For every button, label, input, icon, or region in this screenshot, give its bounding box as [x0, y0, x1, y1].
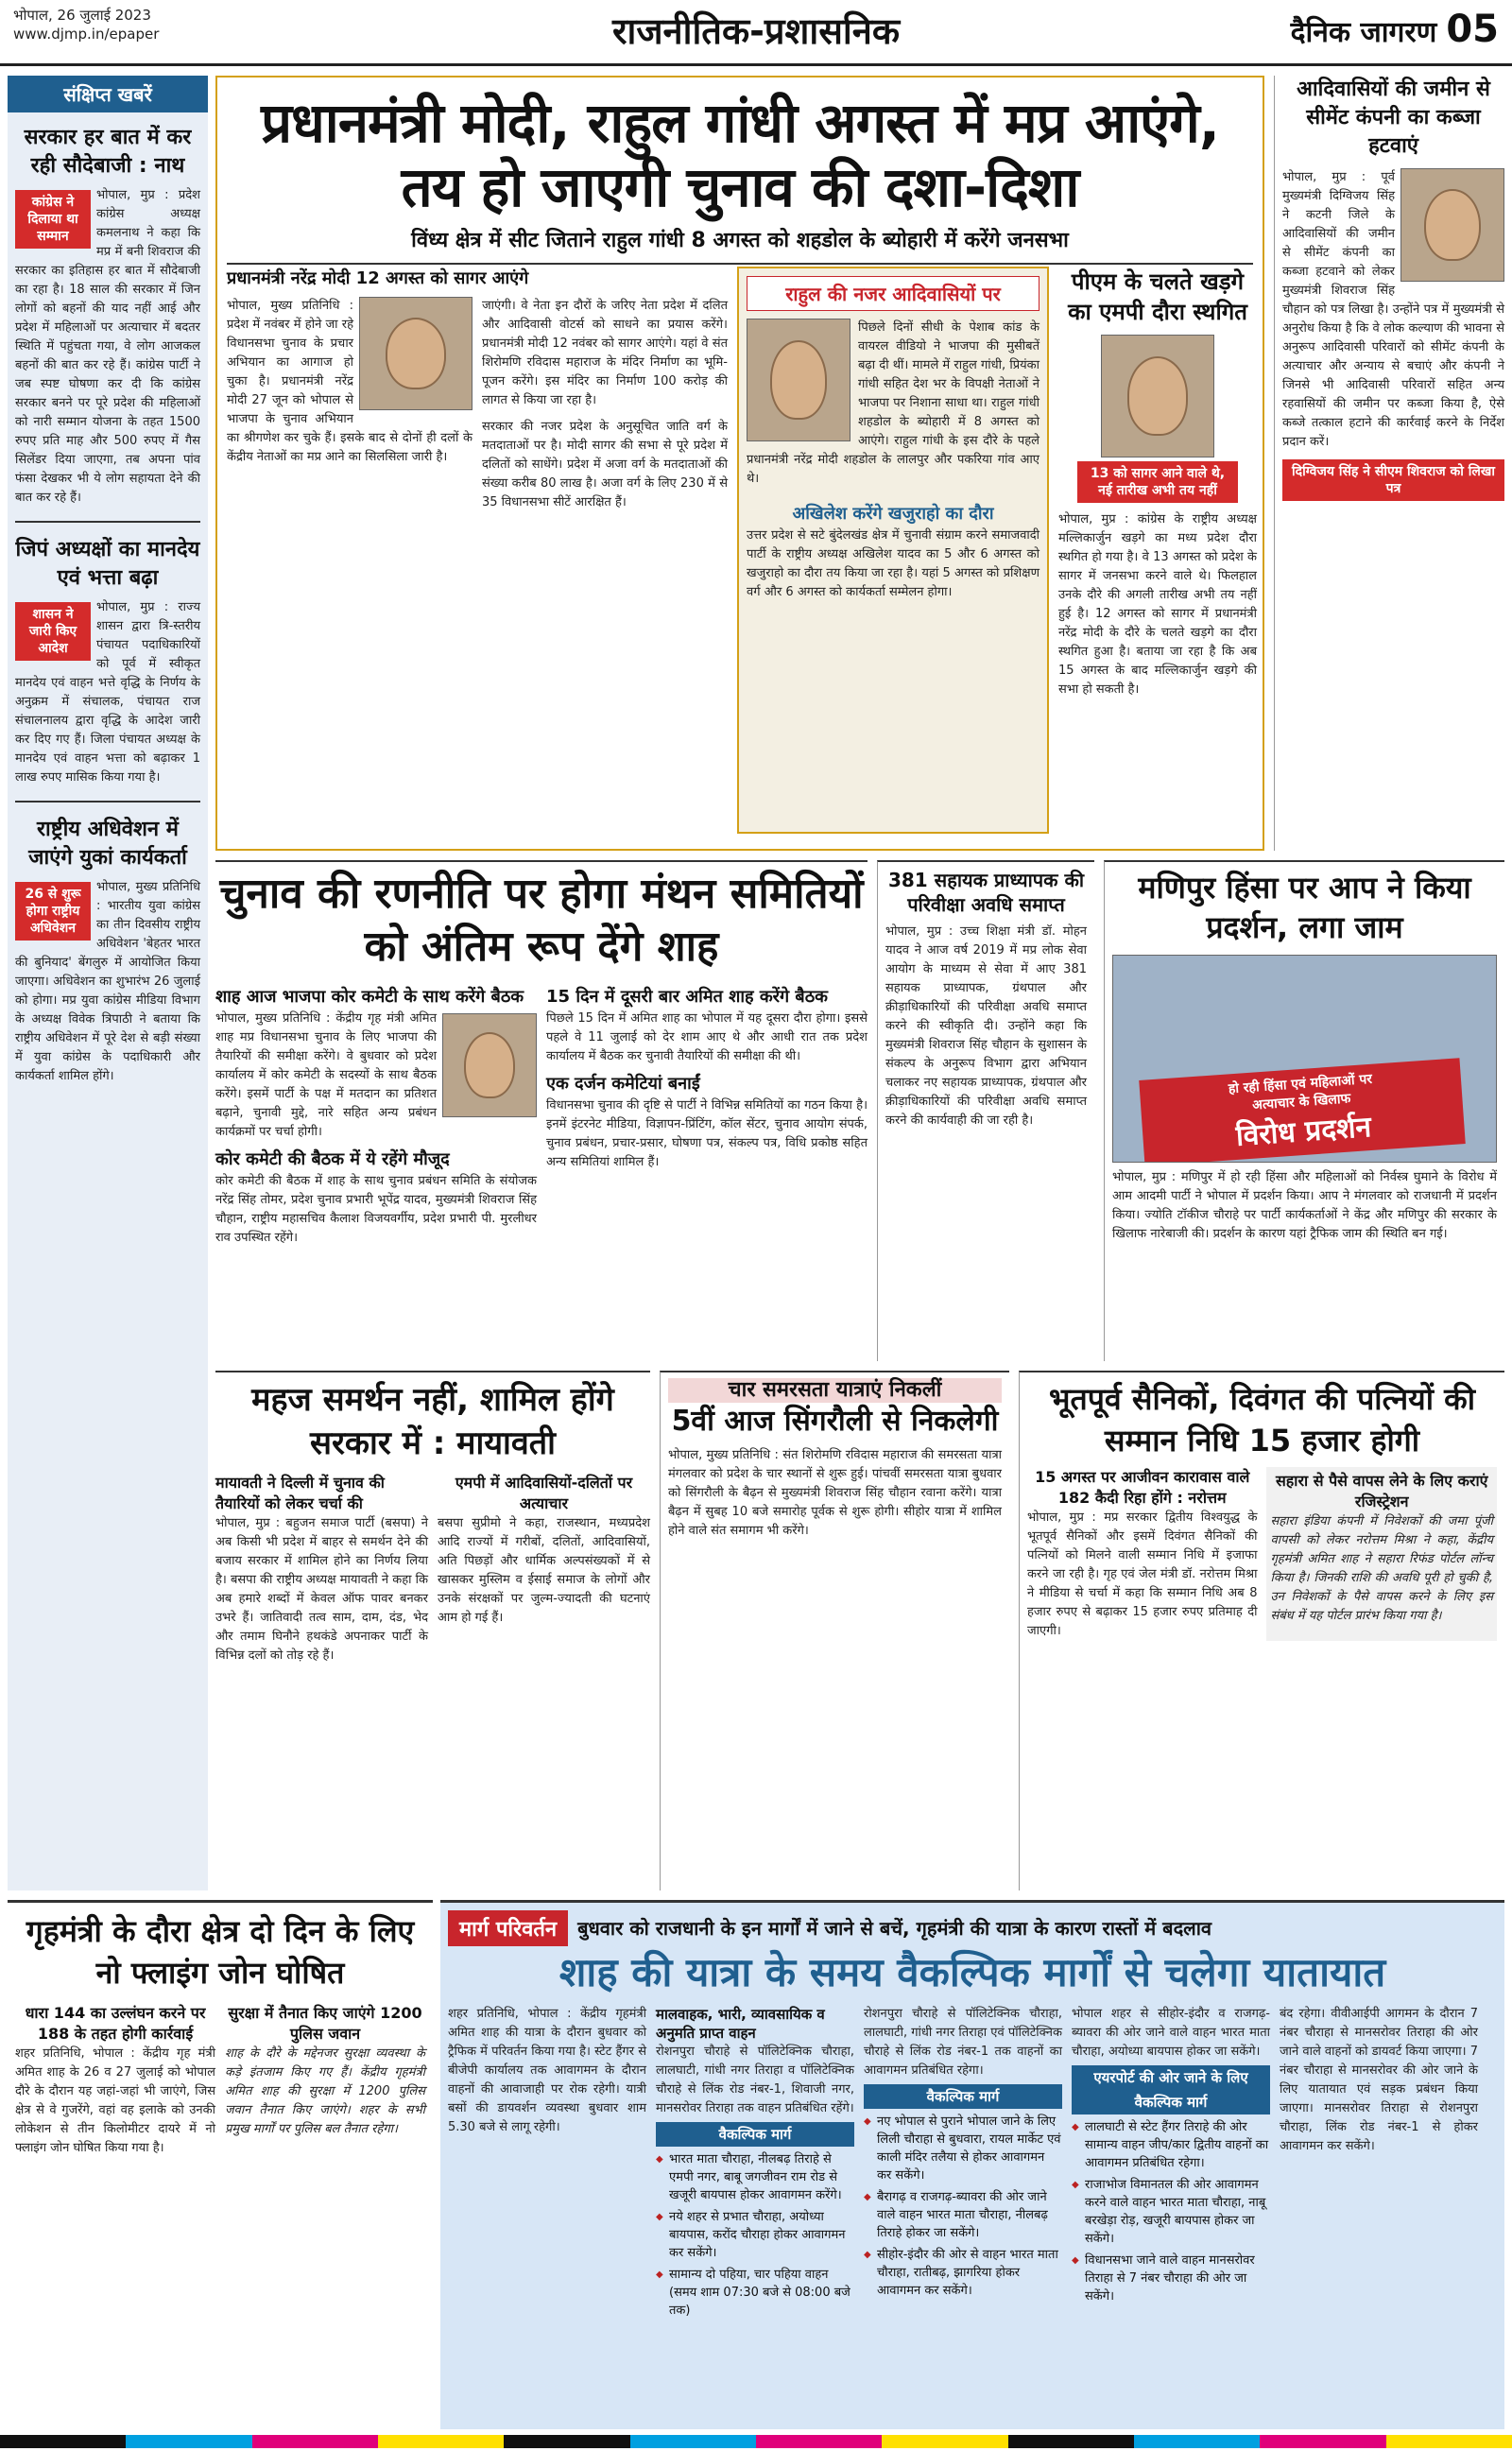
masthead: [1291, 8, 1499, 51]
traffic-story: [440, 1900, 1504, 2429]
kharge-photo: [1101, 335, 1214, 457]
list-item: ◆ विधानसभा जाने वाले वाहन मानसरोवर तिराहा से 7 नंबर चौराहा की ओर जा सकेंगे।: [1072, 2252, 1270, 2305]
brief1-title: सरकार हर बात में कर रही सौदेबाजी : नाथ: [24, 126, 192, 178]
list-item: ◆ बैरागढ़ व राजगढ़-ब्यावरा की ओर जाने वाले वाहन भारत माता चौराहा, नीलबढ़ तिराहे होकर जा सकेंगे।: [864, 2188, 1062, 2242]
list-item: ◆ राजाभोज विमानतल की ओर आवागमन करने वाले वाहन भारत माता चौराहा, नाबू बरखेड़ा रोड़, खजूरी बायपास होकर जा सकेंगे।: [1072, 2176, 1270, 2248]
lead-sub1: प्रधानमंत्री नरेंद्र मोदी 12 अगस्त को सागर आएंगे: [227, 268, 529, 288]
header-date: भोपाल, 26 जुलाई 2023: [13, 7, 151, 24]
list-item: ◆ नए भोपाल से पुराने भोपाल जाने के लिए लिली चौराहा से बुधवारा, रायल मार्केट एवं काली मंदिर तलैया से होकर आवागमन कर सकेंगे।: [864, 2113, 1062, 2184]
protest-photo: [1112, 955, 1497, 1163]
brief3-title: राष्ट्रीय अधिवेशन में जाएंगे युकां कार्यकर्ता: [28, 818, 187, 870]
shah-headline: चुनाव की रणनीति पर होगा मंथन समितियों को अंतिम रूप देंगे शाह: [219, 870, 864, 971]
tribal-headline: आदिवासियों की जमीन से सीमेंट कंपनी का कब्जा हटवाएं: [1297, 78, 1490, 158]
shah-sub2: 15 दिन में दूसरी बार अमित शाह करेंगे बैठक: [546, 987, 828, 1007]
digvijay-photo: [1400, 168, 1504, 282]
traffic-col5-body: बंद रहेगा। वीवीआईपी आगमन के दौरान 7 नंबर चौराहा से मानसरोवर तिराहा की ओर जाने वाले वाहनों को डायवर्ट किया जाएगा। 7 नंबर चौराहा से मानसरोवर की ओर जाने के लिए यातायात एवं सड़क प्रबंधन किया जाएगा। मानसरोवर तिराहा से रोशनपुरा चौराहा, लिंक रोड नंबर-1 से होकर आवागमन कर सकेंगे।: [1280, 2007, 1478, 2153]
left-column: [8, 76, 208, 1890]
noflyzone-sub1: धारा 144 का उल्लंघन करने पर 188 के तहत होगी कार्रवाई: [25, 2004, 206, 2043]
section-title: राजनीतिक-प्रशासनिक: [611, 10, 901, 52]
page-number: 05: [1446, 8, 1499, 51]
kharge-headline: पीएम के चलते खड़गे का एमपी दौरा स्थगित: [1068, 268, 1247, 325]
divider: [15, 801, 200, 803]
rahul-photo: [747, 319, 850, 441]
traffic-headline: शाह की यात्रा के समय वैकल्पिक मार्गों से चलेगा यातायात: [558, 1949, 1386, 1995]
traffic-col2-list: [656, 2150, 854, 2320]
traffic-body: शहर प्रतिनिधि, भोपाल : केंद्रीय गृहमंत्री अमित शाह की यात्रा के दौरान बुधवार को ट्रैफिक में परिवर्तन किया गया है। स्टेट हैंगर से बीजेपी कार्यालय तक आवागमन के दौरान वाहनों की आवाजाही पर रोक रहेगी। यात्री बसों की डायवर्शन व्यवस्था बुधवार शाम 5.30 बजे से लागू रहेगी।: [448, 2007, 646, 2134]
brief2-title: जिपं अध्यक्षों का मानदेय एवं भत्ता बढ़ा: [15, 538, 200, 590]
traffic-col4-list: [1072, 2118, 1270, 2305]
traffic-col2-title: मालवाहक, भारी, व्यावसायिक व अनुमति प्राप्त वाहन: [656, 2006, 825, 2042]
banner-line3: विरोध प्रदर्शन: [1234, 1110, 1373, 1153]
paper-name: दैनिक जागरण: [1290, 16, 1437, 49]
traffic-col2-sub: वैकल्पिक मार्ग: [656, 2122, 854, 2147]
header-date-block: [13, 6, 159, 43]
divider: [227, 263, 1253, 265]
noflyzone-body1: शहर प्रतिनिधि, भोपाल : केंद्रीय गृह मंत्री अमित शाह के 26 व 27 जुलाई को भोपाल दौरे के दौरान यह जहां-जहां भी जाएंगे, जिस क्षेत्र से वे गुजरेंगे, वहां वह इलाके को उनकी लोकेशन से तीन किलोमीटर दायरे में नो फ्लाइंग जोन घोषित किया गया है।: [15, 2046, 215, 2155]
traffic-col2-body: रोशनपुरा चौराहे से पॉलिटेक्निक चौराहा, लालघाटी, गांधी नगर तिराहा व पॉलिटेक्निक चौराहे से लिंक रोड नंबर-1, शिवाजी नगर, मानसरोवर तिराहा तक वाहन प्रतिबंधित रहेंगे।: [656, 2045, 854, 2115]
list-item: ◆ नये शहर से प्रभात चौराहा, अयोध्या बायपास, करोंद चौराहा होकर आवागमन कर सकेंगे।: [656, 2208, 854, 2262]
khajuraho-body: उत्तर प्रदेश से सटे बुंदेलखंड क्षेत्र में चुनावी संग्राम करने समाजवादी पार्टी के राष्ट्रीय अध्यक्ष अखिलेश यादव का 5 और 6 अगस्त को खजुराहो का दौरा तय किया जा रहा है। यहां 5 अगस्त को प्रशिक्षण वर्ग और 6 अगस्त को कार्यकर्ता सम्मेलन होगा।: [747, 528, 1040, 599]
lead-body2: जाएंगी। वे नेता इन दौरों के जरिए नेता प्रदेश में दलित और आदिवासी वोटर्स को साधने का प्रयास करेंगे। प्रधानमंत्री मोदी 12 नवंबर को सागर आएंगे। यहां वे संत शिरोमणि रविदास महाराज के मंदिर निर्माण का भूमि-पूजन करेंगे। इस मंदिर का निर्माण 100 करोड़ की लागत से किया जा रहा है।: [482, 299, 728, 407]
shah-sub4: एक दर्जन कमेटियां बनाईं: [546, 1074, 700, 1094]
mayawati-headline: महज समर्थन नहीं, शामिल होंगे सरकार में : मायावती: [251, 1381, 614, 1462]
brief2-body: भोपाल, मुप्र : राज्य शासन द्वारा त्रि-स्तरीय पंचायत पदाधिकारियों को पूर्व में स्वीकृत मानदेय एवं वाहन भत्ते वृद्धि के निर्णय के अनुक्रम में संचालक, पंचायत राज संचालनालय द्वारा वृद्धि के आदेश जारी कर दिए गए हैं। जिला पंचायत अध्यक्ष के मानदेय एवं वाहन भत्ता को बढ़ाकर 1 लाख रुपए मासिक किया गया है।: [15, 600, 200, 785]
noflyzone-story: [8, 1900, 433, 2429]
header-url[interactable]: www.djmp.in/epaper: [13, 26, 160, 43]
brief3-badge: 26 से शुरू होगा राष्ट्रीय अधिवेशन: [15, 882, 91, 941]
digvijay-caption: दिग्विजय सिंह ने सीएम शिवराज को लिखा पत्र: [1282, 459, 1504, 501]
samrasta-body: भोपाल, मुख्य प्रतिनिधि : संत शिरोमणि रविदास महाराज की समरसता यात्रा मंगलवार को प्रदेश के चार स्थानों से शुरू हुई। पांचवीं समरसता यात्रा बुधवार को सिंगरौली के बैढ़न से मुख्यमंत्री शिवराज सिंह चौहान रवाना करेंगे। यात्रा बैढ़न में सुबह 10 बजे समारोह पूर्वक से शुरू होगी। सीहोर यात्रा में शामिल होने वाले संत समागम भी करेंगे।: [668, 1448, 1002, 1538]
shah-body3: कोर कमेटी की बैठक में शाह के साथ चुनाव प्रबंधन समिति के संयोजक नरेंद्र सिंह तोमर, प्रदेश चुनाव प्रभारी भूपेंद्र यादव, मुख्यमंत्री शिवराज सिंह चौहान, राष्ट्रीय महासचिव कैलाश विजयवर्गीय, प्रदेश प्रभारी पी. मुरलीधर राव उपस्थित रहेंगे।: [215, 1174, 537, 1245]
shah-story: [215, 860, 868, 1361]
lead-story: [215, 76, 1264, 851]
rahul-body: पिछले दिनों सीधी के पेशाब कांड के वायरल वीडियो ने भाजपा की मुसीबतें बढ़ा दी थीं। मामले में राहुल गांधी, प्रियंका गांधी सहित देश भर के विपक्षी नेताओं ने भाजपा पर निशाना साधा था। राहुल गांधी शहडोल के ब्योहारी में 8 अगस्त को आएंगे। राहुल गांधी के इस दौरे के पहले प्रधानमंत्री नरेंद्र मोदी शहडोल के लालपुर और पकरिया गांव आए थे।: [747, 320, 1040, 486]
traffic-col3-sub: वैकल्पिक मार्ग: [864, 2084, 1062, 2109]
sahara-sub: सहारा से पैसे वापस लेने के लिए कराएं रजिस्ट्रेशन: [1275, 1472, 1488, 1510]
tribal-body: भोपाल, मुप्र : पूर्व मुख्यमंत्री दिग्विजय सिंह ने कटनी जिले के आदिवासियों की जमीन से सीमेंट कंपनी का कब्जा हटवाने को लेकर मुख्यमंत्री शिवराज सिंह चौहान को पत्र लिखा है। उन्होंने पत्र में मुख्यमंत्री से अनुरोध किया है कि वे लोक कल्याण की भावना से अनुरूप आदिवासी परिवारों को सीमेंट कंपनी के अत्याचार और अन्याय से बचाएं और कंपनी ने जिनसे भी आदिवासी परिवारों सहित अन्य रहवासियों की जमीन पर कब्जा किया है, ऐसे कब्जे तत्काल हटाने की कार्रवाई करने के निर्देश प्रदान करें।: [1282, 170, 1504, 449]
soldiers-story: [1019, 1371, 1504, 1890]
professors-story: [877, 860, 1094, 1361]
noflyzone-sub2: सुरक्षा में तैनात किए जाएंगे 1200 पुलिस जवान: [228, 2004, 422, 2043]
noflyzone-headline: गृहमंत्री के दौरा क्षेत्र दो दिन के लिए नो फ्लाइंग जोन घोषित: [26, 1913, 415, 1991]
shah-body2: पिछले 15 दिन में अमित शाह का भोपाल में यह दूसरा दौरा होगा। इससे पहले वे 11 जुलाई को देर शाम आए थे और आधी रात तक प्रदेश कार्यालय में बैठक कर चुनावी तैयारियों की समीक्षा की थी।: [546, 1011, 868, 1063]
shah-body1: भोपाल, मुख्य प्रतिनिधि : केंद्रीय गृह मंत्री अमित शाह मप्र विधानसभा चुनाव के लिए भाजपा की तैयारियों की समीक्षा करेंगे। वे बुधवार को प्रदेश कार्यालय में कोर कमेटी के सदस्यों के साथ बैठक करेंगे। इसमें पार्टी के पक्ष में मतदान का प्रतिशत बढ़ाने, चुनावी मुद्दे, नारे सहित अन्य प्रबंधन कार्यक्रमों पर चर्चा होगी।: [215, 1011, 437, 1139]
mayawati-sub2: एमपी में आदिवासियों-दलितों पर अत्याचार: [455, 1474, 633, 1512]
brief1-badge: कांग्रेस ने दिलाया था सम्मान: [15, 190, 91, 249]
banner-line1: हो रही हिंसा एवं महिलाओं पर: [1228, 1071, 1373, 1097]
samrasta-headline: 5वीं आज सिंगरौली से निकलेगी: [671, 1405, 999, 1438]
list-item: ◆ सीहोर-इंदौर की ओर से वाहन भारत माता चौराहा, रातीबढ़, झागरिया होकर आवागमन कर सकेंगे।: [864, 2246, 1062, 2300]
professors-body: भोपाल, मुप्र : उच्च शिक्षा मंत्री डॉ. मोहन यादव ने आज वर्ष 2019 में मप्र लोक सेवा आयोग के माध्यम से सेवा में आए 381 सहायक प्राध्यापक, ग्रंथपाल और क्रीड़ाधिकारियों की परिवीक्षा अवधि समाप्त करने की स्वीकृति दी। उन्होंने कहा कि मुख्यमंत्री शिवराज सिंह चौहान के सुशासन के संकल्प के अनुरूप विभाग द्वारा अभियान चलाकर नए सहायक प्राध्यापक, ग्रंथपाल और क्रीड़ाधिकारियों की परिवीक्षा अवधि समाप्त करने की कार्यवाही की जा रही है।: [885, 924, 1087, 1128]
soldiers-body: भोपाल, मुप्र : मप्र सरकार द्वितीय विश्वयुद्ध के भूतपूर्व सैनिकों और इसमें दिवंगत सैनिकों की पत्नियों को मिलने वाली सम्मान निधि में इजाफा करने जा रही है। गृह एवं जेल मंत्री डॉ. नरोत्तम मिश्रा ने मीडिया से चर्चा में कहा कि सम्मान निधि अब 8 हजार रुपए से बढ़ाकर 15 हजार रुपए प्रतिमाह दी जाएगी।: [1027, 1510, 1258, 1638]
khajuraho-kicker: अखिलेश करेंगे खजुराहो का दौरा: [792, 504, 994, 524]
mayawati-body: भोपाल, मुप्र : बहुजन समाज पार्टी (बसपा) ने अब किसी भी प्रदेश में बाहर से समर्थन देने की बजाय सरकार में शामिल होने का निर्णय लिया है। बसपा की राष्ट्रीय अध्यक्ष मायावती ने कहा कि अब हमारे शब्दों में केवल ऑफ पावर बनकर उभरे हैं। जातिवादी तत्व साम, दाम, दंड, भेद और तमाम घिनौने हथकंडे अपनाकर पार्टी के विभिन्न दलों को तोड़ रहे हैं।: [215, 1516, 428, 1663]
lead-headline: प्रधानमंत्री मोदी, राहुल गांधी अगस्त में मप्र आएंगे, तय हो जाएगी चुनाव की दशा-दिशा: [261, 91, 1219, 219]
divider: [15, 521, 200, 523]
shah-photo: [442, 1013, 537, 1117]
kharge-caption: 13 को सागर आने वाले थे, नई तारीख अभी तय नहीं: [1077, 461, 1238, 503]
rahul-box: [737, 267, 1049, 834]
lead-body1: भोपाल, मुख्य प्रतिनिधि : प्रदेश में नवंबर में होने जा रहे विधानसभा चुनाव के प्रचार अभियान का आगाज हो चुका है। प्रधानमंत्री नरेंद्र मोदी 27 जून को भोपाल से भाजपा के चुनाव अभियान का श्रीगणेश कर चुके हैं। इसके बाद से दोनों ही दलों के केंद्रीय नेताओं का मप्र आने का सिलसिला जारी है।: [227, 299, 472, 464]
shah-body4: विधानसभा चुनाव की दृष्टि से पार्टी ने विभिन्न समितियों का गठन किया है। इनमें इंटरनेट मीडिया, विज्ञापन-प्रिंटिंग, कॉल सेंटर, चुनाव आयोग संपर्क, चुनाव प्रबंधन, प्रचार-प्रसार, घोषणा पत्र, संकल्प पत्र, विधि प्रकोष्ठ सहित अन्य समितियां शामिल हैं।: [546, 1098, 868, 1169]
list-item: ◆ सामान्य दो पहिया, चार पहिया वाहन (समय शाम 07:30 बजे से 08:00 बजे तक): [656, 2266, 854, 2320]
soldiers-sub: 15 अगस्त पर आजीवन कारावास वाले 182 कैदी रिहा होंगे : नरोत्तम: [1035, 1468, 1250, 1507]
page-header: [0, 0, 1512, 66]
banner-line2: अत्याचार के खिलाफ: [1251, 1091, 1351, 1113]
mayawati-story: [215, 1371, 650, 1890]
shah-sub1: शाह आज भाजपा कोर कमेटी के साथ करेंगे बैठक: [215, 987, 524, 1007]
professors-headline: 381 सहायक प्राध्यापक की परिवीक्षा अवधि समाप्त: [887, 869, 1085, 916]
traffic-kicker: बुधवार को राजधानी के इन मार्गों में जाने से बचें, गृहमंत्री की यात्रा के कारण रास्तों में बदलाव: [577, 1917, 1212, 1940]
lead-deck: विंध्य क्षेत्र में सीट जिताने राहुल गांधी 8 अगस्त को शहडोल के ब्योहारी में करेंगे जनसभा: [411, 229, 1069, 252]
manipur-body: भोपाल, मुप्र : मणिपुर में हो रही हिंसा और महिलाओं को निर्वस्त्र घुमाने के विरोध में आम आदमी पार्टी ने भोपाल में प्रदर्शन किया। आप ने मंगलवार को राजधानी में प्रदर्शन किया। ज्योति टॉकीज चौराहे पर पार्टी कार्यकर्ताओं ने केंद्र और मणिपुर की सरकार के खिलाफ नारेबाजी की। प्रदर्शन के कारण यहां ट्रैफिक जाम की स्थिति बन गई।: [1112, 1170, 1497, 1241]
modi-photo: [359, 297, 472, 410]
samrasta-kicker: चार समरसता यात्राएं निकलीं: [668, 1378, 1002, 1403]
brief3-body: भोपाल, मुख्य प्रतिनिधि : भारतीय युवा कांग्रेस का तीन दिवसीय राष्ट्रीय अधिवेशन 'बेहतर भारत की बुनियाद' बेंगलुरु में आयोजित किया जाएगा। अधिवेशन का शुभारंभ 26 जुलाई को होगा। मप्र युवा कांग्रेस मीडिया विभाग के अध्यक्ष विवेक त्रिपाठी ने बताया कि राष्ट्रीय अधिवेशन में पूरे देश से बड़ी संख्या में युवा कांग्रेस के पदाधिकारी और कार्यकर्ता शामिल होंगे।: [15, 880, 200, 1083]
shah-sub3: कोर कमेटी की बैठक में ये रहेंगे मौजूद: [215, 1149, 450, 1169]
protest-banner: [1139, 1058, 1466, 1163]
soldiers-headline: भूतपूर्व सैनिकों, दिवंगत की पत्नियों की सम्मान निधि 15 हजार होगी: [1048, 1381, 1476, 1459]
manipur-story: [1104, 860, 1504, 1361]
brief-label: संक्षिप्त खबरें: [8, 76, 208, 112]
printer-colorbar: [0, 2435, 1512, 2448]
lead-col-left: [227, 267, 728, 512]
mayawati-sub: मायावती ने दिल्ली में चुनाव की तैयारियों को लेकर चर्चा की: [215, 1474, 385, 1512]
manipur-headline: मणिपुर हिंसा पर आप ने किया प्रदर्शन, लगा जाम: [1138, 870, 1471, 945]
tribal-story: [1274, 76, 1504, 851]
traffic-col3-list: [864, 2113, 1062, 2300]
noflyzone-body2: शाह के दौरे के मद्देनजर सुरक्षा व्यवस्था के कड़े इंतजाम किए गए हैं। केंद्रीय गृहमंत्री अमित शाह की सुरक्षा में 1200 पुलिस जवान तैनात किए जाएंगे। शहर के सभी प्रमुख मार्गों पर पुलिस बल तैनात रहेगा।: [225, 2046, 425, 2136]
list-item: ◆ लालघाटी से स्टेट हैंगर तिराहे की ओर सामान्य वाहन जीप/कार द्वितीय वाहनों का आवागमन प्रतिबंधित रहेगा।: [1072, 2118, 1270, 2172]
traffic-col4-sub: एयरपोर्ट की ओर जाने के लिए वैकल्पिक मार्ग: [1072, 2065, 1270, 2114]
rahul-kicker: राहुल की नजर आदिवासियों पर: [747, 276, 1040, 311]
samrasta-story: [660, 1371, 1009, 1890]
mayawati-body2: बसपा सुप्रीमो ने कहा, राजस्थान, मध्यप्रदेश आदि राज्यों में गरीबों, दलितों, आदिवासियों, अति पिछड़ों और धार्मिक अल्पसंख्यकों में से खासकर मुस्लिम व ईसाई समाज के लोगों और उनके संरक्षकों पर जुल्म-ज्यादती की घटनाएं आम हो गई हैं।: [438, 1516, 650, 1625]
traffic-col3-body: रोशनपुरा चौराहे से पॉलिटेक्निक चौराहा, लालघाटी, गांधी नगर तिराहा एवं पॉलिटेक्निक चौराहे से लिंक रोड नंबर-1 तक वाहनों का आवागमन प्रतिबंधित रहेगा।: [864, 2007, 1062, 2078]
list-item: ◆ भारत माता चौराहा, नीलबढ़ तिराहे से एमपी नगर, बाबू जगजीवन राम रोड से खजूरी बायपास होकर आवागमन करेंगे।: [656, 2150, 854, 2204]
lead-body3: सरकार की नजर प्रदेश के अनुसूचित जाति वर्ग के मतदाताओं पर है। मोदी सागर की सभा से पूरे प्रदेश में दलितों को साधेंगे। प्रदेश में अजा वर्ग के मतदाताओं की संख्या करीब 80 लाख है। अजा वर्ग के लिए 230 में से 35 विधानसभा सीटें आरक्षित हैं।: [482, 420, 728, 509]
traffic-tag: मार्ग परिवर्तन: [448, 1910, 568, 1946]
traffic-col4-top: भोपाल शहर से सीहोर-इंदौर व राजगढ़-ब्यावरा की ओर जाने वाले वाहन भारत माता चौराहा, अयोध्या बायपास होकर जा सकेंगे।: [1072, 2007, 1270, 2059]
brief1-body: भोपाल, मुप्र : प्रदेश कांग्रेस अध्यक्ष कमलनाथ ने कहा कि मप्र में बनी शिवराज की सरकार का इतिहास हर बात में सौदेबाजी का रहा है। 18 साल की सरकार में जिन लोगों को बहनों की याद नहीं आई और प्रदेश में महिलाओं पर अत्याचार में बदतर स्थिति में पहुंचता गया, वे लोग आजकल बहनों की बात कर रहे हैं। कांग्रेस पार्टी ने जब स्पष्ट घोषणा कर दी कि कांग्रेस सरकार बनने पर पूरे प्रदेश की महिलाओं को नारी सम्मान योजना के तहत 1500 रुपए प्रति माह और 500 रुपए में गैस सिलेंडर दिया जाएगा, तब अपना पांव फंसा देखकर भी ये लोग सहायता देने की बात कर रहे हैं।: [15, 188, 200, 505]
brief2-badge: शासन ने जारी किए आदेश: [15, 602, 91, 661]
kharge-story: [1058, 267, 1257, 699]
kharge-body: भोपाल, मुप्र : कांग्रेस के राष्ट्रीय अध्यक्ष मल्लिकार्जुन खड़गे का मध्य प्रदेश दौरा स्थगित हो गया है। वे 13 अगस्त को प्रदेश के सागर में जनसभा करने वाले थे। फिलहाल उनके दौरे की अगली तारीख अभी तय नहीं हुई है। 12 अगस्त को सागर में प्रधानमंत्री नरेंद्र मोदी के दौरे के चलते खड़गे का दौरा स्थगित हुआ है। बताया जा रहा है कि अब 15 अगस्त के बाद मल्लिकार्जुन खड़गे की सभा हो सकती है।: [1058, 512, 1257, 697]
sahara-body: सहारा इंडिया कंपनी में निवेशकों की जमा पूंजी वापसी को लेकर नरोत्तम मिश्रा ने कहा, केंद्रीय गृहमंत्री अमित शाह ने सहारा रिफंड पोर्टल लॉन्च किया है। जिनकी राशि की अवधि पूरी हो चुकी है, उन निवेशकों के पैसे वापस करने के लिए इस संबंध में यह पोर्टल प्रारंभ किया गया है।: [1270, 1514, 1493, 1623]
